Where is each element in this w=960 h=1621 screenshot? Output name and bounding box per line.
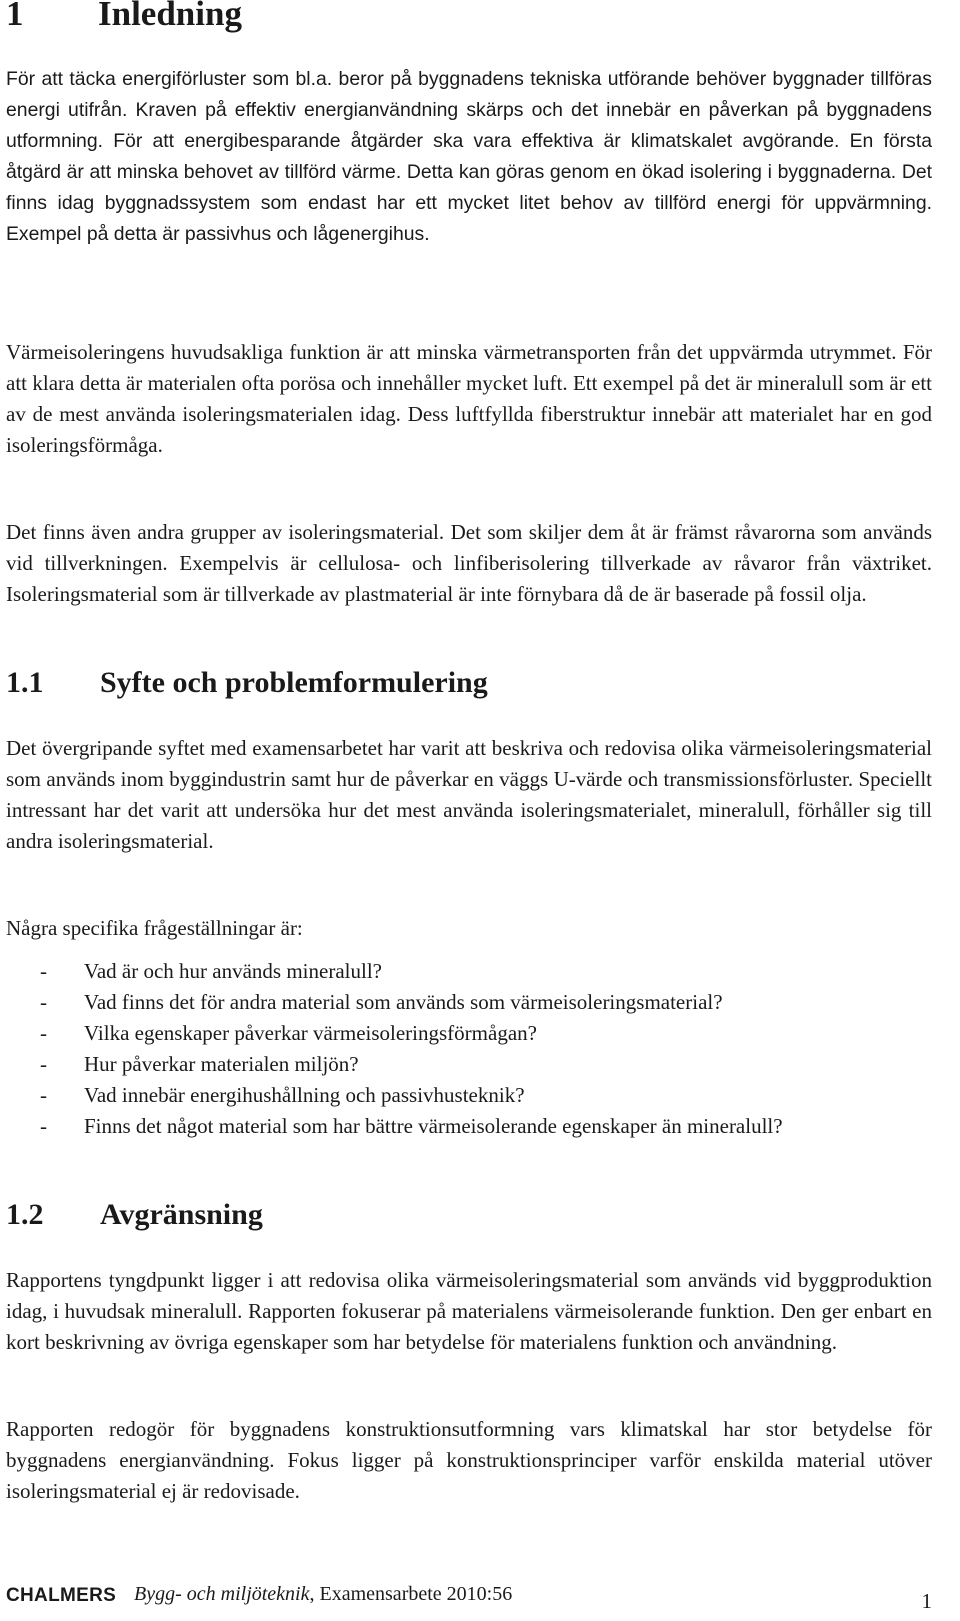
list-bullet: - [40, 1114, 47, 1138]
scope-paragraph-1: Rapportens tyngdpunkt ligger i att redovisa olika värmeisoleringsmaterial som används vid byggproduktion idag, i huvudsak mineralull. Rapporten fokuserar på materialens värmeisolerande funktion. Den ger enbart en kort beskrivning av övriga egenskaper som har betydelse för materialens funktion och användning. [6, 1268, 932, 1354]
list-item [6, 1018, 932, 1049]
chapter-heading [6, 0, 242, 34]
questions-list [6, 956, 932, 1142]
list-item [6, 1111, 932, 1142]
list-item-text: Vad innebär energihushållning och passivhusteknik? [84, 1083, 525, 1107]
list-item [6, 987, 932, 1018]
chapter-number: 1 [6, 0, 24, 33]
list-bullet: - [40, 1021, 47, 1045]
chapter-title: Inledning [98, 0, 242, 33]
questions-intro: Några specifika frågeställningar är: [6, 916, 303, 940]
page-number: 1 [921, 1589, 932, 1613]
section-1-1-heading [6, 666, 488, 700]
section-1-2-title: Avgränsning [100, 1198, 263, 1231]
list-bullet: - [40, 959, 47, 983]
section-1-2-heading [6, 1198, 263, 1232]
list-bullet: - [40, 1052, 47, 1076]
footer-series: , Examensarbete 2010:56 [309, 1583, 513, 1605]
intro-paragraph-2: Värmeisoleringens huvudsakliga funktion är att minska värmetransporten från det uppvärmda utrymmet. För att klara detta är materialen ofta porösa och innehåller mycket luft. Ett exempel på det är mineralull som är ett av de mest använda isoleringsmaterialen idag. Dess luftfyllda fiberstruktur innebär att materialet har en god isoleringsförmåga. [6, 340, 932, 457]
page-footer [6, 1573, 932, 1613]
intro-paragraph-3: Det finns även andra grupper av isoleringsmaterial. Det som skiljer dem åt är främst råvarorna som används vid tillverkningen. Exempelvis är cellulosa- och linfiberisolering tillverkade av råvaror från växtriket. Isoleringsmaterial som är tillverkade av plastmaterial är inte förnybara då de är baserade på fossil olja. [6, 520, 932, 606]
list-item-text: Vad finns det för andra material som används som värmeisoleringsmaterial? [84, 990, 723, 1014]
list-item-text: Finns det något material som har bättre värmeisolerande egenskaper än mineralull? [84, 1114, 783, 1138]
list-item-text: Vad är och hur används mineralull? [84, 959, 382, 983]
purpose-paragraph: Det övergripande syftet med examensarbetet har varit att beskriva och redovisa olika värmeisoleringsmaterial som används inom byggindustrin samt hur de påverkar en väggs U-värde och transmissionsförluster. Speciellt intressant har det varit att undersöka hur det mest använda isoleringsmaterialet, mineralull, förhåller sig till andra isoleringsmaterial. [6, 736, 932, 853]
list-item-text: Hur påverkar materialen miljön? [84, 1052, 359, 1076]
list-bullet: - [40, 1083, 47, 1107]
scope-paragraph-2: Rapporten redogör för byggnadens konstruktionsutformning vars klimatskal har stor betydelse för byggnadens energianvändning. Fokus ligger på konstruktionsprinciper varför enskilda material utöver isoleringsmaterial ej är redovisade. [6, 1417, 932, 1503]
footer-department-name: Bygg- och miljöteknik [134, 1583, 310, 1605]
section-1-2-number: 1.2 [6, 1198, 44, 1231]
list-bullet: - [40, 990, 47, 1014]
list-item [6, 1049, 932, 1080]
section-1-1-title: Syfte och problemformulering [100, 666, 488, 699]
list-item-text: Vilka egenskaper påverkar värmeisoleringsförmågan? [84, 1021, 537, 1045]
intro-paragraph-1: För att täcka energiförluster som bl.a. beror på byggnadens tekniska utförande behöver byggnader tillföras energi utifrån. Kraven på effektiv energianvändning skärps och det innebär en påverkan på byggnadens utformning. För att energibesparande åtgärder ska vara effektiva är klimatskalet avgörande. En första åtgärd är att minska behovet av tillförd värme. Detta kan göras genom en ökad isolering i byggnaderna. Det finns idag byggnadssystem som endast har ett mycket litet behov av tillförd energi för uppvärmning. Exempel på detta är passivhus och lågenergihus. [6, 68, 932, 245]
list-item [6, 956, 932, 987]
section-1-1-number: 1.1 [6, 666, 44, 699]
list-item [6, 1080, 932, 1111]
footer-department [134, 1583, 512, 1606]
chalmers-logo-text: CHALMERS [6, 1585, 117, 1606]
